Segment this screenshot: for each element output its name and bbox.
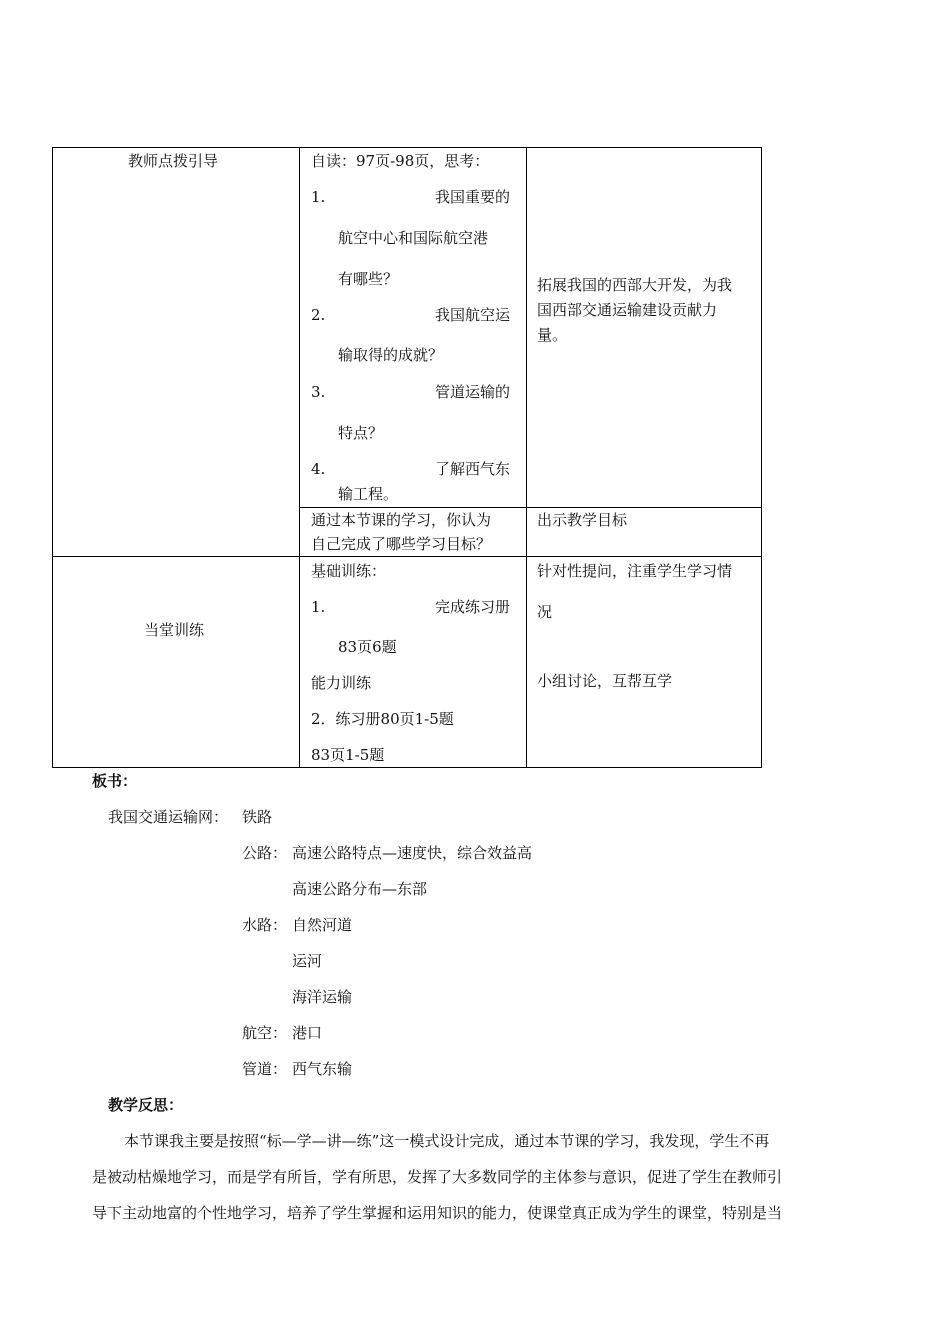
- air-item-1: 港口: [292, 1024, 323, 1042]
- board-heading: 板书：: [92, 772, 138, 790]
- pipe-label: 管道：: [242, 1060, 288, 1078]
- table-border-bottom: [52, 767, 762, 768]
- reflection-heading: 教学反思：: [108, 1096, 184, 1114]
- self-reading-intro: 自读：97页-98页，思考：: [311, 152, 490, 170]
- table-border-top: [52, 147, 762, 148]
- road-label: 公路：: [242, 844, 288, 862]
- question-3-line-2: 特点？: [338, 424, 384, 442]
- water-label: 水路：: [242, 916, 288, 934]
- question-3-text: 管道运输的: [435, 383, 511, 401]
- question-1-number: 1.: [311, 188, 326, 206]
- pipe-item-1: 西气东输: [292, 1060, 353, 1078]
- extension-line-2: 国西部交通运输建设贡献力: [537, 301, 718, 319]
- practice-1-line-2: 83页6题: [338, 638, 397, 656]
- row-label-teacher-guidance: 教师点拨引导: [128, 152, 219, 170]
- row-label-in-class-practice: 当堂训练: [144, 621, 205, 639]
- rail-item: 铁路: [242, 808, 273, 826]
- question-4-text: 了解西气东: [435, 460, 511, 478]
- road-item-2: 高速公路分布—东部: [292, 880, 428, 898]
- water-item-1: 自然河道: [292, 916, 353, 934]
- practice-1-number: 1.: [311, 598, 326, 616]
- water-item-2: 运河: [292, 952, 323, 970]
- table-row-divider-inner: [299, 507, 762, 508]
- question-2-number: 2.: [311, 306, 326, 324]
- table-col-divider-2: [526, 147, 527, 768]
- goals-question-line-1: 通过本节课的学习，你认为: [311, 511, 492, 529]
- question-1-line-2: 航空中心和国际航空港: [338, 229, 489, 247]
- ability-training-heading: 能力训练: [311, 674, 372, 692]
- question-4-number: 4.: [311, 460, 326, 478]
- network-label: 我国交通运输网：: [108, 808, 229, 826]
- extension-line-1: 拓展我国的西部大开发，为我: [537, 276, 733, 294]
- question-2-line-2: 输取得的成就？: [338, 346, 444, 364]
- reflection-line-2: 是被动枯燥地学习，而是学有所旨，学有所思，发挥了大多数同学的主体参与意识，促进了学生在教师引: [92, 1168, 783, 1186]
- reflection-line-3: 导下主动地富的个性地学习，培养了学生掌握和运用知识的能力，使课堂真正成为学生的课堂，特别是当: [92, 1204, 783, 1222]
- question-1-line-3: 有哪些？: [338, 270, 399, 288]
- question-1-text: 我国重要的: [435, 188, 511, 206]
- question-3-number: 3.: [311, 383, 326, 401]
- air-label: 航空：: [242, 1024, 288, 1042]
- extension-line-3: 量。: [537, 326, 568, 344]
- practice-3: 83页1-5题: [311, 746, 385, 764]
- targeted-questioning-line-2: 况: [537, 603, 553, 621]
- table-border-right: [761, 147, 762, 768]
- question-4-line-2: 输工程。: [338, 485, 399, 503]
- group-discussion: 小组讨论，互帮互学: [537, 672, 673, 690]
- targeted-questioning-line-1: 针对性提问，注重学生学习情: [537, 562, 733, 580]
- table-row-divider: [52, 556, 762, 557]
- show-goals: 出示教学目标: [537, 511, 628, 529]
- practice-2: 2．练习册80页1-5题: [311, 710, 454, 728]
- question-2-text: 我国航空运: [435, 306, 511, 324]
- table-col-divider-1: [299, 147, 300, 768]
- road-item-1: 高速公路特点—速度快，综合效益高: [292, 844, 533, 862]
- water-item-3: 海洋运输: [292, 988, 353, 1006]
- goals-question-line-2: 自己完成了哪些学习目标？: [311, 535, 492, 553]
- basic-training-heading: 基础训练：: [311, 562, 387, 580]
- reflection-line-1: 本节课我主要是按照“标—学—讲—练”这一模式设计完成，通过本节课的学习，我发现，学生不再: [124, 1132, 770, 1150]
- practice-1-text: 完成练习册: [435, 598, 511, 616]
- table-border-left: [52, 147, 53, 768]
